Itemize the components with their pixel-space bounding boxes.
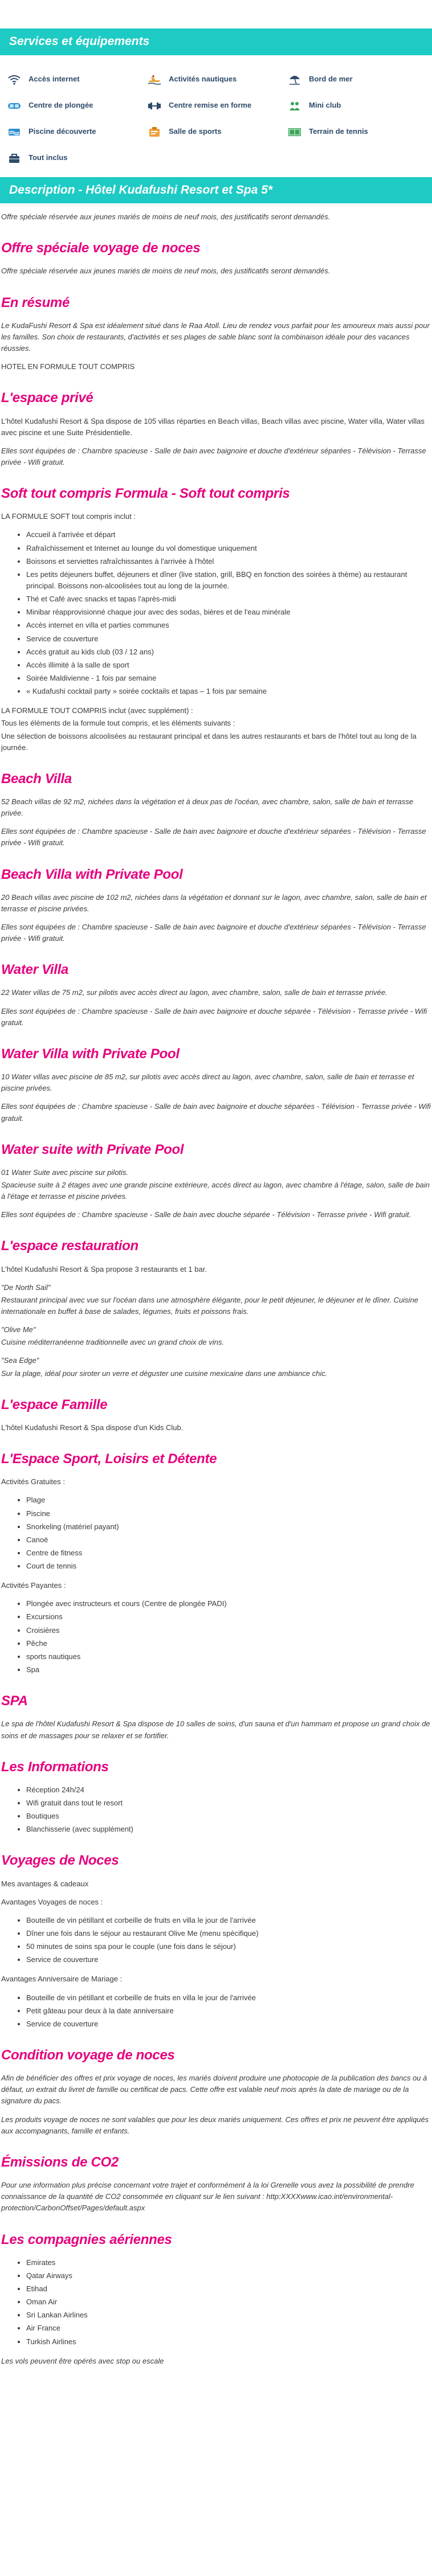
amenity-fitness <box>146 93 286 119</box>
list-item: • Service de couverture <box>26 633 431 645</box>
paragraph: Le KudaFushi Resort & Spa est idéalement situé dans le Raa Atoll. Lieu de rendez vous parfait pour les amoureux mais aussi pour les familles. Son choix de restaurants, d'activités et ses plages de sable blanc sont la combinaison idéale pour des vacances réussies. <box>1 321 430 353</box>
description-banner: Description - Hôtel Kudafushi Resort et Spa 5* <box>0 177 432 204</box>
gym-icon <box>146 126 163 138</box>
section-title: Les compagnies aériennes <box>1 2231 172 2247</box>
paragraph: Les vols peuvent être opérés avec stop ou escale <box>1 2356 164 2365</box>
paragraph: 10 Water villas avec piscine de 85 m2, sur pilotis avec accès direct au lagon, avec chambre, salon, salle de bain et terrasse et piscine privées. <box>1 1072 414 1093</box>
list-item: • Qatar Airways <box>26 2270 431 2282</box>
list-item: • Accès internet en villa et parties communes <box>26 620 431 631</box>
list-item: • Bouteille de vin pétillant et corbeille de fruits en villa le jour de l'arrivée <box>26 1992 431 2004</box>
list-item: • Plongée avec instructeurs et cours (Centre de plongée PADI) <box>26 1598 431 1610</box>
amenities-grid <box>0 55 432 177</box>
list-item: • Boutiques <box>26 1811 431 1822</box>
paragraph: Activités Gratuites : <box>1 1477 65 1486</box>
amenity-label: Accès internet <box>28 75 80 84</box>
section-title: Water suite with Private Pool <box>1 1141 184 1157</box>
list-item: • Pêche <box>26 1638 431 1649</box>
soft-formula-list <box>1 529 431 697</box>
list-item: • Emirates <box>26 2257 431 2268</box>
paragraph: LA FORMULE TOUT COMPRIS inclut (avec supplément) : <box>1 706 193 715</box>
list-item: • Dîner une fois dans le séjour au restaurant Olive Me (menu spécifique) <box>26 1928 431 1939</box>
amenity-label: Activités nautiques <box>169 75 237 84</box>
amenity-nautical <box>146 67 286 93</box>
list-item: • Croisières <box>26 1625 431 1636</box>
list-item: • Accès gratuit au kids club (03 / 12 ans) <box>26 646 431 658</box>
list-item: • Service de couverture <box>26 1954 431 1965</box>
list-item: • Les petits déjeuners buffet, déjeuners et dîner (live station, grill, BBQ en fonction des soirées à thème) au restaurant principal. Boissons non-alcoolisées tout au long de la journée. <box>26 569 431 592</box>
paragraph: 01 Water Suite avec piscine sur pilotis. <box>1 1168 129 1177</box>
list-item: • sports nautiques <box>26 1651 431 1662</box>
paragraph: Afin de bénéficier des offres et prix voyage de noces, les mariés doivent produire une photocopie de la publication des bancs ou à défaut, un extrait du livret de famille ou certificat de pacs. Cette offre est valable neuf mois après la date de mariage ou de la signature du pacs. <box>1 2074 427 2106</box>
paragraph: L'hôtel Kudafushi Resort & Spa propose 3 restaurants et 1 bar. <box>1 1264 207 1273</box>
section-title: SPA <box>1 1693 28 1709</box>
section-title: L'espace privé <box>1 390 93 406</box>
paragraph: Restaurant principal avec vue sur l'océan dans une atmosphère élégante, pour le petit déjeuner, le déjeuner et le dîner. Cuisine internationale en buffet à base de salades, légumes, fruits et poissons frais. <box>1 1295 418 1316</box>
paragraph: HOTEL EN FORMULE TOUT COMPRIS <box>1 362 135 371</box>
honeymoon-benefits-list <box>1 1915 431 1966</box>
paid-activities-list <box>1 1598 431 1676</box>
list-item: • Air France <box>26 2323 431 2334</box>
list-item: • Petit gâteau pour deux à la date anniversaire <box>26 2005 431 2017</box>
list-item: • Court de tennis <box>26 1561 431 1572</box>
paragraph: Avantages Voyages de noces : <box>1 1897 103 1906</box>
list-item: • Blanchisserie (avec supplément) <box>26 1824 431 1835</box>
free-activities-list <box>1 1494 431 1572</box>
amenity-diving <box>6 93 146 119</box>
paragraph: Elles sont équipées de : Chambre spacieuse - Salle de bain avec baignoire et douche d'extérieur séparées - Télévision - Terrasse privée - Wifi gratuit. <box>1 827 426 847</box>
restaurant-name: "Sea Edge" <box>1 1356 39 1365</box>
section-title: Water Villa with Private Pool <box>1 1046 180 1062</box>
list-item: • Oman Air <box>26 2296 431 2308</box>
amenity-label: Centre remise en forme <box>169 101 252 110</box>
list-item: • Canoë <box>26 1534 431 1546</box>
section-title: Condition voyage de noces <box>1 2047 175 2063</box>
wifi-icon <box>6 73 23 86</box>
section-title: L'espace restauration <box>1 1238 138 1254</box>
beach-umbrella-icon <box>286 73 303 86</box>
paragraph: Cuisine méditerranéenne traditionnelle avec un grand choix de vins. <box>1 1338 224 1347</box>
amenity-label: Tout inclus <box>28 153 68 162</box>
list-item: • Excursions <box>26 1611 431 1623</box>
list-item: • Service de couverture <box>26 2018 431 2030</box>
restaurant-name: "De North Sail" <box>1 1283 51 1292</box>
paragraph: Tous les éléments de la formule tout compris, et les éléments suivants : <box>1 719 235 728</box>
list-item: • Boissons et serviettes rafraîchissantes à l'arrivée à l'hôtel <box>26 556 431 567</box>
amenity-label: Salle de sports <box>169 127 222 136</box>
kids-club-icon <box>286 100 303 112</box>
paragraph: Elles sont équipées de : Chambre spacieuse - Salle de bain avec baignoire et douche séparées - Télévision - Terrasse privée - Wifi gratuit. <box>1 1102 431 1123</box>
list-item: • Accueil à l'arrivée et départ <box>26 529 431 540</box>
list-item: • Etihad <box>26 2283 431 2295</box>
section-title: Offre spéciale voyage de noces <box>1 240 201 256</box>
paragraph: Avantages Anniversaire de Mariage : <box>1 1975 123 1984</box>
paragraph: L'hôtel Kudafushi Resort & Spa dispose de 105 villas réparties en Beach villas, Beach villas avec piscine, Water villa, Water villas avec piscine et une Suite Présidentielle. <box>1 416 425 437</box>
list-item: • 50 minutes de soins spa pour le couple (une fois dans le séjour) <box>26 1941 431 1952</box>
paragraph: 22 Water villas de 75 m2, sur pilotis avec accès direct au lagon, avec chambre, salon, salle de bain et terrasse privée. <box>1 988 388 997</box>
list-item: • Rafraîchissement et Internet au lounge du vol domestique uniquement <box>26 543 431 554</box>
airlines-list <box>1 2257 431 2348</box>
paragraph: Spacieuse suite à 2 étages avec une grande piscine extérieure, accès direct au lagon, avec chambre à l'étage, salon, salle de bain à l'étage et terrasse et piscine privées. <box>1 1180 430 1201</box>
paragraph: Une sélection de boissons alcoolisées au restaurant principal et dans les autres restaurants et bars de l'hôtel tout au long de la journée. <box>1 731 417 752</box>
paragraph: LA FORMULE SOFT tout compris inclut : <box>1 512 136 521</box>
list-item: • Bouteille de vin pétillant et corbeille de fruits en villa le jour de l'arrivée <box>26 1915 431 1926</box>
amenity-gym <box>146 119 286 145</box>
section-title: Water Villa <box>1 962 69 978</box>
list-item: • Centre de fitness <box>26 1547 431 1559</box>
services-banner: Services et équipements <box>0 28 432 55</box>
restaurant-name: "Olive Me" <box>1 1325 36 1334</box>
paragraph: L'hôtel Kudafushi Resort & Spa dispose d'un Kids Club. <box>1 1423 184 1432</box>
paragraph: Elles sont équipées de : Chambre spacieuse - Salle de bain avec baignoire et douche d'extérieur séparées - Télévision - Terrasse privée - Wifi gratuit. <box>1 923 426 943</box>
amenity-tennis <box>286 119 426 145</box>
paragraph: Le spa de l'hôtel Kudafushi Resort & Spa dispose de 10 salles de soins, d'un sauna et d'un hammam et propose un grand choix de soins et de massages pour se relaxer et se fortifier. <box>1 1719 430 1740</box>
amenity-label: Terrain de tennis <box>309 127 368 136</box>
amenity-label: Mini club <box>309 101 341 110</box>
section-title: En résumé <box>1 294 70 310</box>
swimming-pool-icon <box>6 126 23 138</box>
paragraph: Les produits voyage de noces ne sont valables que pour les deux mariés uniquement. Ces offres et prix ne peuvent être appliqués aux accompagnants, famille et enfants. <box>1 2115 429 2135</box>
paragraph: 20 Beach villas avec piscine de 102 m2, nichées dans la végétation et donnant sur le lagon, avec chambre, salon, salle de bain et terrasse et piscine privées. <box>1 892 427 913</box>
information-list <box>1 1784 431 1836</box>
section-title: Voyages de Noces <box>1 1853 119 1869</box>
co2-paragraph[interactable]: Pour une information plus précise concernant votre trajet et conformément à la loi Grenelle vous avez la possibilité de prendre connaissance de la quantité de CO2 consommée en cliquant sur le lien suivant : http:XXXXwww.icao.int/environmental-protection/CarbonOffset/Pages/default.aspx <box>1 2181 414 2213</box>
section-title: Émissions de CO2 <box>1 2154 119 2170</box>
dumbbell-icon <box>146 100 163 112</box>
description-content <box>0 203 432 2397</box>
paragraph: 52 Beach villas de 92 m2, nichées dans la végétation et à deux pas de l'océan, avec chambre, salon, salle de bain et terrasse privée. <box>1 797 413 818</box>
paragraph: Sur la plage, idéal pour siroter un verre et déguster une cuisine mexicaine dans une ambiance chic. <box>1 1369 328 1378</box>
amenity-label: Bord de mer <box>309 75 353 84</box>
paragraph: Offre spéciale réservée aux jeunes mariés de moins de neuf mois, des justificatifs seront demandés. <box>1 267 331 276</box>
list-item: • « Kudafushi cocktail party » soirée cocktails et tapas – 1 fois par semaine <box>26 686 431 697</box>
section-title: Beach Villa <box>1 771 72 787</box>
section-title: L'espace Famille <box>1 1396 108 1412</box>
list-item: • Snorkeling (matériel payant) <box>26 1521 431 1533</box>
amenity-all-inclusive <box>6 145 146 171</box>
intro-text: Offre spéciale réservée aux jeunes mariés de moins de neuf mois, des justificatifs seront demandés. <box>1 212 331 222</box>
amenity-label: Centre de plongée <box>28 101 93 110</box>
amenity-internet <box>6 67 146 93</box>
list-item: • Plage <box>26 1494 431 1506</box>
diving-mask-icon <box>6 100 23 112</box>
list-item: • Réception 24h/24 <box>26 1784 431 1796</box>
paragraph: Activités Payantes : <box>1 1581 66 1590</box>
list-item: • Accès illimité à la salle de sport <box>26 660 431 671</box>
amenity-pool <box>6 119 146 145</box>
amenity-label: Piscine découverte <box>28 127 96 136</box>
tennis-icon <box>286 126 303 138</box>
section-title: Beach Villa with Private Pool <box>1 866 183 882</box>
section-title: Soft tout compris Formula - Soft tout compris <box>1 486 290 502</box>
all-inclusive-icon <box>6 152 23 165</box>
section-title: Les Informations <box>1 1759 109 1775</box>
list-item: • Wifi gratuit dans tout le resort <box>26 1797 431 1809</box>
hotel-page <box>0 28 432 2397</box>
anniversary-benefits-list <box>1 1992 431 2030</box>
list-item: • Turkish Airlines <box>26 2336 431 2348</box>
jet-ski-icon <box>146 73 163 86</box>
amenity-mini-club <box>286 93 426 119</box>
paragraph: Mes avantages & cadeaux <box>1 1879 89 1888</box>
list-item: • Soirée Maldivienne - 1 fois par semaine <box>26 673 431 684</box>
section-title: L'Espace Sport, Loisirs et Détente <box>1 1451 217 1467</box>
paragraph: Elles sont équipées de : Chambre spacieuse - Salle de bain avec douche séparée - Télévision - Terrasse privée - Wifi gratuit. <box>1 1210 411 1219</box>
amenity-beach <box>286 67 426 93</box>
list-item: • Spa <box>26 1664 431 1676</box>
list-item: • Thé et Café avec snacks et tapas l'après-midi <box>26 593 431 605</box>
list-item: • Sri Lankan Airlines <box>26 2309 431 2321</box>
list-item: • Piscine <box>26 1508 431 1520</box>
paragraph: Elles sont équipées de : Chambre spacieuse - Salle de bain avec baignoire et douche séparée - Télévision - Terrasse privée - Wifi gratuit. <box>1 1006 427 1027</box>
paragraph: Elles sont équipées de : Chambre spacieuse - Salle de bain avec baignoire et douche d'extérieur séparées - Télévision - Terrasse privée - Wifi gratuit. <box>1 446 426 466</box>
list-item: • Minibar réapprovisionné chaque jour avec des sodas, bières et de l'eau minérale <box>26 607 431 618</box>
